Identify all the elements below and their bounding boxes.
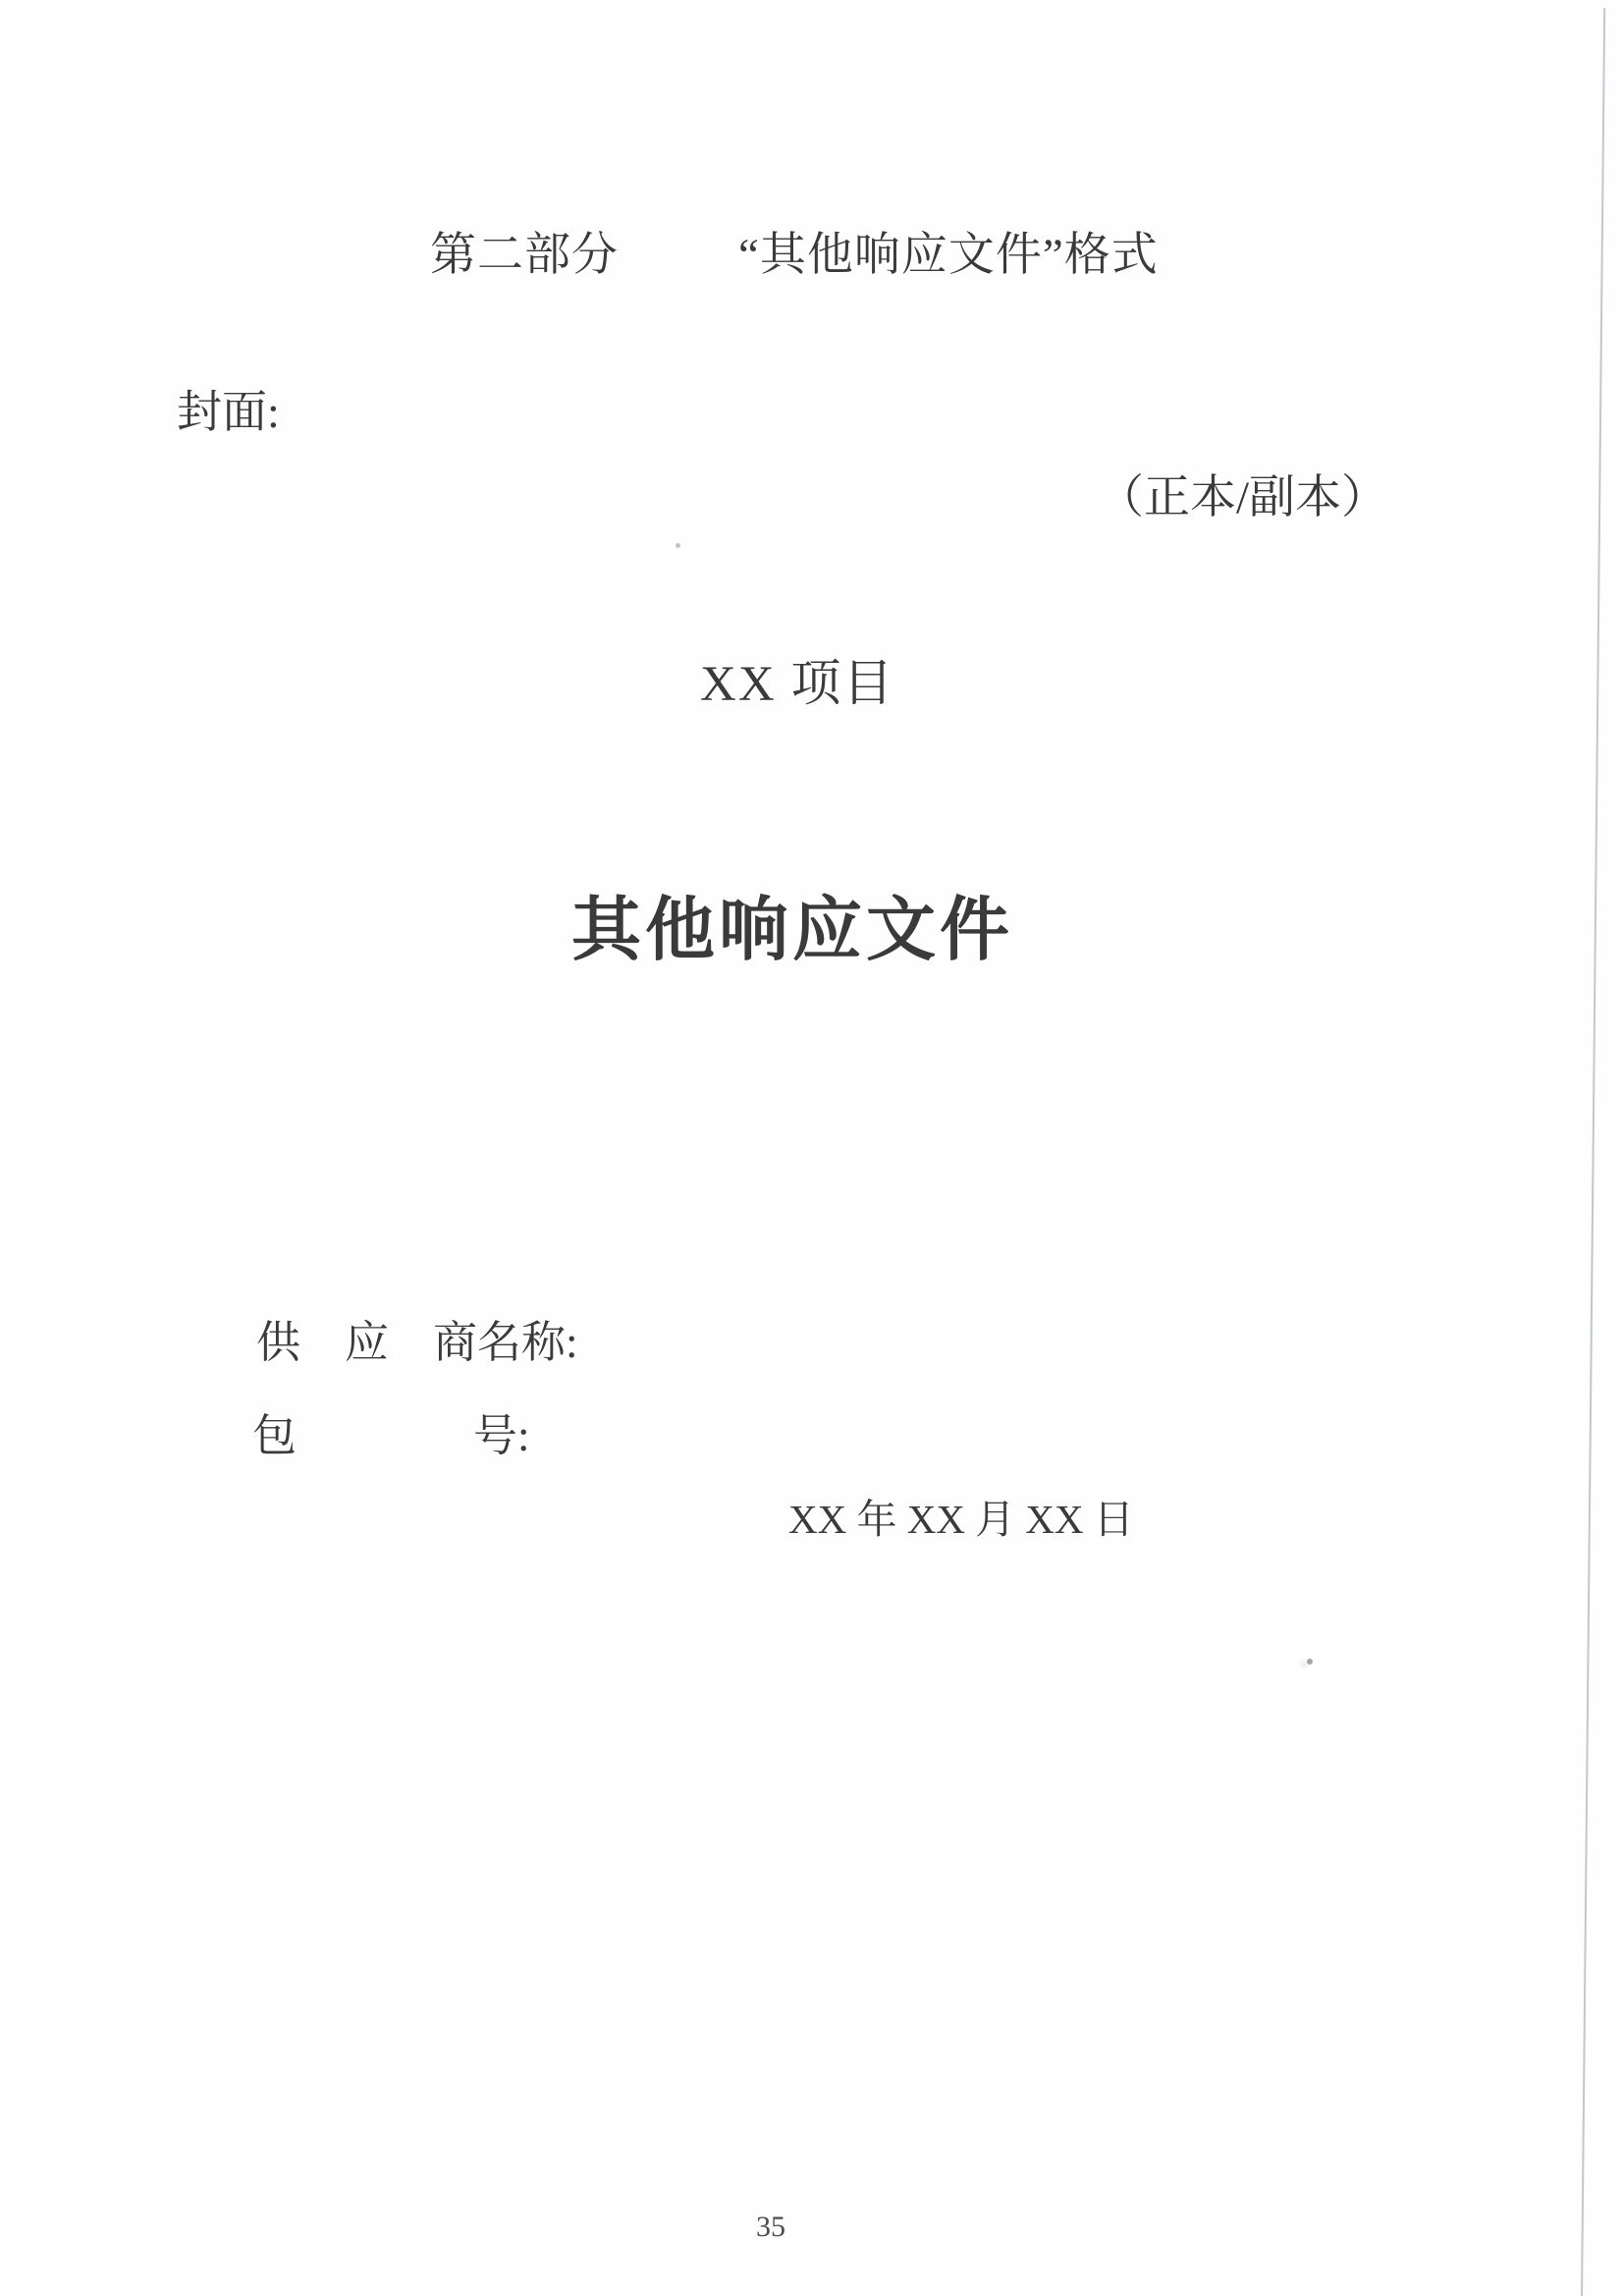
page-number: 35 xyxy=(756,2211,785,2243)
section-heading-part: 第二部分 xyxy=(430,230,619,281)
section-heading-format: “其他响应文件”格式 xyxy=(738,230,1159,281)
scan-edge-line-artifact xyxy=(1581,8,1605,2296)
date-line: XX 年 XX 月 XX 日 xyxy=(788,1497,1134,1542)
copy-type-label: （正本/副本） xyxy=(1098,472,1388,523)
scan-speck-artifact xyxy=(1307,1659,1313,1665)
scan-speck-artifact xyxy=(676,543,680,548)
document-main-title: 其他响应文件 xyxy=(571,893,1014,969)
supplier-name-label: 供 应 商名称: xyxy=(256,1318,578,1367)
package-number-label: 包 号: xyxy=(252,1411,530,1460)
cover-label: 封面: xyxy=(177,387,280,437)
section-heading xyxy=(430,230,1159,281)
project-title: XX 项目 xyxy=(700,657,895,712)
